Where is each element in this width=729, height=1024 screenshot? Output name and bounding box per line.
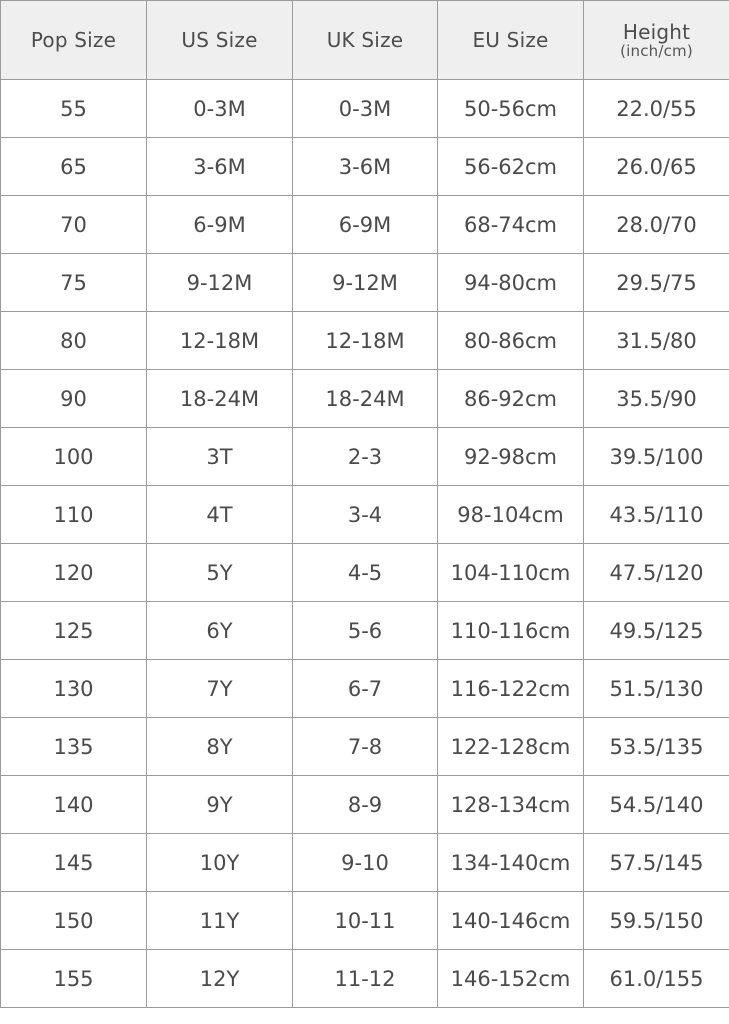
uk-size-cell: 5-6 (293, 602, 438, 660)
table-row (1, 370, 729, 428)
height-cell: 57.5/145 (584, 834, 729, 892)
eu-size-cell: 134-140cm (438, 834, 584, 892)
eu-size-cell: 104-110cm (438, 544, 584, 602)
uk-size-cell: 18-24M (293, 370, 438, 428)
eu-size-cell: 68-74cm (438, 196, 584, 254)
eu-size-cell: 80-86cm (438, 312, 584, 370)
height-cell: 43.5/110 (584, 486, 729, 544)
height-cell: 26.0/65 (584, 138, 729, 196)
us-size-cell: 0-3M (147, 80, 293, 138)
header-us-size (147, 1, 293, 80)
pop-size-cell: 120 (1, 544, 147, 602)
uk-size-cell: 0-3M (293, 80, 438, 138)
us-size-cell: 18-24M (147, 370, 293, 428)
pop-size-cell: 125 (1, 602, 147, 660)
table-header (1, 1, 729, 80)
table-row (1, 486, 729, 544)
pop-size-cell: 65 (1, 138, 147, 196)
eu-size-cell: 94-80cm (438, 254, 584, 312)
uk-size-cell: 3-4 (293, 486, 438, 544)
pop-size-cell: 90 (1, 370, 147, 428)
uk-size-cell: 8-9 (293, 776, 438, 834)
eu-size-cell: 110-116cm (438, 602, 584, 660)
eu-size-cell: 92-98cm (438, 428, 584, 486)
uk-size-cell: 3-6M (293, 138, 438, 196)
header-label: US Size (181, 28, 258, 52)
height-cell: 31.5/80 (584, 312, 729, 370)
uk-size-cell: 2-3 (293, 428, 438, 486)
table-row (1, 196, 729, 254)
table-row (1, 892, 729, 950)
pop-size-cell: 145 (1, 834, 147, 892)
pop-size-cell: 140 (1, 776, 147, 834)
us-size-cell: 12-18M (147, 312, 293, 370)
table-row (1, 80, 729, 138)
height-cell: 39.5/100 (584, 428, 729, 486)
height-cell: 22.0/55 (584, 80, 729, 138)
us-size-cell: 3T (147, 428, 293, 486)
height-cell: 59.5/150 (584, 892, 729, 950)
table-row (1, 834, 729, 892)
header-pop-size (1, 1, 147, 80)
us-size-cell: 4T (147, 486, 293, 544)
eu-size-cell: 56-62cm (438, 138, 584, 196)
pop-size-cell: 75 (1, 254, 147, 312)
pop-size-cell: 70 (1, 196, 147, 254)
pop-size-cell: 155 (1, 950, 147, 1008)
eu-size-cell: 116-122cm (438, 660, 584, 718)
table-row (1, 254, 729, 312)
eu-size-cell: 50-56cm (438, 80, 584, 138)
table-row (1, 660, 729, 718)
table-row (1, 776, 729, 834)
us-size-cell: 12Y (147, 950, 293, 1008)
us-size-cell: 6Y (147, 602, 293, 660)
table-row (1, 138, 729, 196)
table-row (1, 950, 729, 1008)
us-size-cell: 8Y (147, 718, 293, 776)
height-cell: 35.5/90 (584, 370, 729, 428)
us-size-cell: 9-12M (147, 254, 293, 312)
us-size-cell: 9Y (147, 776, 293, 834)
us-size-cell: 11Y (147, 892, 293, 950)
height-cell: 61.0/155 (584, 950, 729, 1008)
height-cell: 49.5/125 (584, 602, 729, 660)
eu-size-cell: 128-134cm (438, 776, 584, 834)
height-cell: 54.5/140 (584, 776, 729, 834)
table-row (1, 718, 729, 776)
height-cell: 53.5/135 (584, 718, 729, 776)
uk-size-cell: 7-8 (293, 718, 438, 776)
header-uk-size (293, 1, 438, 80)
pop-size-cell: 55 (1, 80, 147, 138)
pop-size-cell: 130 (1, 660, 147, 718)
uk-size-cell: 9-12M (293, 254, 438, 312)
header-height (584, 1, 729, 80)
header-label: EU Size (472, 28, 549, 52)
pop-size-cell: 100 (1, 428, 147, 486)
header-sublabel: (inch/cm) (620, 41, 693, 60)
pop-size-cell: 135 (1, 718, 147, 776)
table-row (1, 312, 729, 370)
eu-size-cell: 98-104cm (438, 486, 584, 544)
header-row (1, 1, 729, 80)
table-body (1, 80, 729, 1008)
us-size-cell: 10Y (147, 834, 293, 892)
height-cell: 29.5/75 (584, 254, 729, 312)
eu-size-cell: 146-152cm (438, 950, 584, 1008)
uk-size-cell: 12-18M (293, 312, 438, 370)
pop-size-cell: 150 (1, 892, 147, 950)
uk-size-cell: 6-7 (293, 660, 438, 718)
height-cell: 51.5/130 (584, 660, 729, 718)
header-label: UK Size (326, 28, 404, 52)
us-size-cell: 7Y (147, 660, 293, 718)
header-label: Pop Size (30, 28, 117, 52)
uk-size-cell: 6-9M (293, 196, 438, 254)
uk-size-cell: 10-11 (293, 892, 438, 950)
table-row (1, 544, 729, 602)
height-cell: 47.5/120 (584, 544, 729, 602)
height-cell: 28.0/70 (584, 196, 729, 254)
header-label: Height (622, 19, 691, 44)
us-size-cell: 5Y (147, 544, 293, 602)
table-row (1, 428, 729, 486)
us-size-cell: 3-6M (147, 138, 293, 196)
pop-size-cell: 110 (1, 486, 147, 544)
table-row (1, 602, 729, 660)
eu-size-cell: 122-128cm (438, 718, 584, 776)
eu-size-cell: 86-92cm (438, 370, 584, 428)
uk-size-cell: 9-10 (293, 834, 438, 892)
us-size-cell: 6-9M (147, 196, 293, 254)
header-eu-size (438, 1, 584, 80)
eu-size-cell: 140-146cm (438, 892, 584, 950)
pop-size-cell: 80 (1, 312, 147, 370)
uk-size-cell: 11-12 (293, 950, 438, 1008)
uk-size-cell: 4-5 (293, 544, 438, 602)
